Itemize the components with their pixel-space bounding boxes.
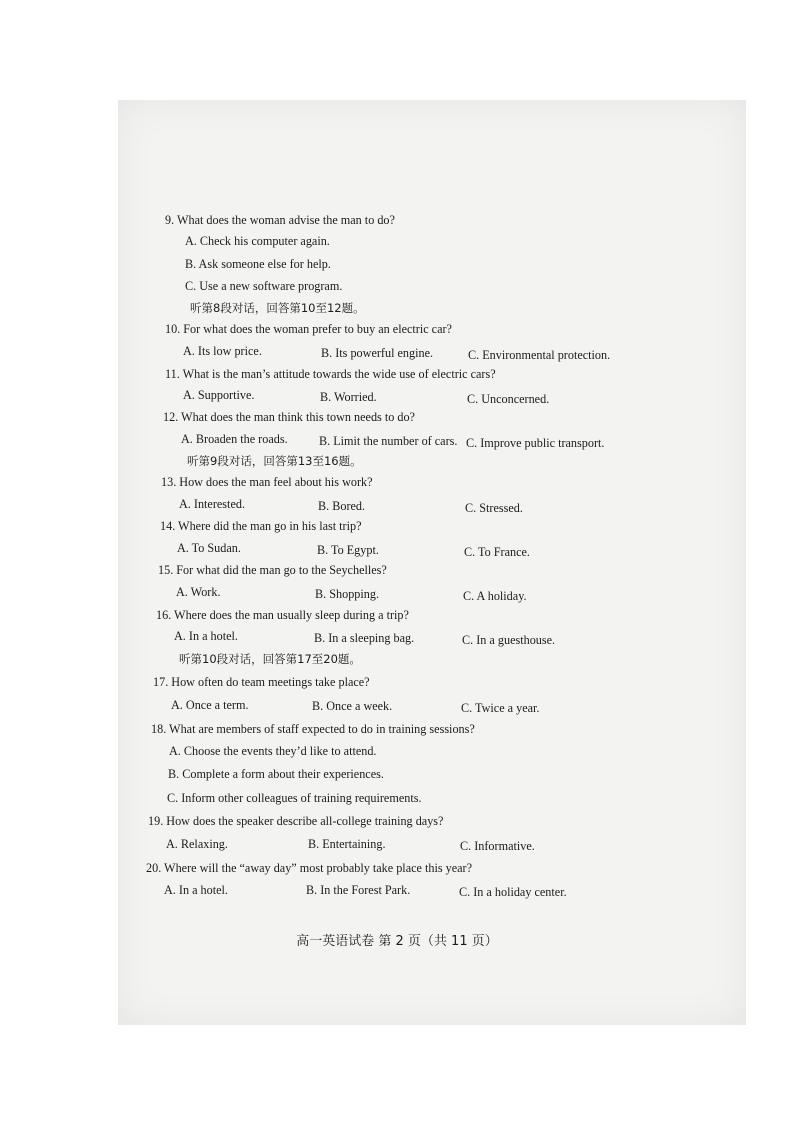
question-11-option-b: B. Worried.: [320, 390, 377, 404]
question-13-option-b: B. Bored.: [318, 499, 366, 513]
question-15-option-a: A. Work.: [176, 585, 221, 599]
question-20-option-c: C. In a holiday center.: [459, 885, 567, 899]
question-19-option-a: A. Relaxing.: [166, 837, 228, 851]
page-footer: 高一英语试卷 第 2 页（共 11 页）: [296, 934, 498, 949]
question-18-option-b: B. Complete a form about their experiences.: [168, 767, 384, 781]
question-15-option-b: B. Shopping.: [315, 587, 379, 601]
question-12-option-c: C. Improve public transport.: [466, 436, 605, 450]
question-13-option-c: C. Stressed.: [465, 501, 523, 515]
question-12-stem: 12. What does the man think this town needs to do?: [163, 410, 415, 424]
question-16-option-c: C. In a guesthouse.: [462, 633, 556, 647]
question-12-option-b: B. Limit the number of cars.: [319, 434, 458, 448]
question-9-option-a: A. Check his computer again.: [185, 234, 330, 248]
question-15-stem: 15. For what did the man go to the Seychelles?: [158, 563, 387, 577]
question-10-option-c: C. Environmental protection.: [468, 348, 611, 362]
question-20-option-b: B. In the Forest Park.: [306, 883, 411, 897]
question-19-option-c: C. Informative.: [460, 839, 535, 853]
instruction-section-8: 听第8段对话，回答第10至12题。: [190, 301, 365, 315]
question-14-stem: 14. Where did the man go in his last trip?: [160, 519, 362, 533]
question-18-stem: 18. What are members of staff expected to do in training sessions?: [151, 722, 475, 736]
question-11-option-a: A. Supportive.: [183, 388, 255, 402]
question-13-stem: 13. How does the man feel about his work?: [161, 475, 373, 489]
question-14-option-b: B. To Egypt.: [317, 543, 379, 557]
question-17-option-a: A. Once a term.: [171, 698, 249, 712]
question-18-option-a: A. Choose the events they’d like to attend.: [169, 744, 377, 758]
question-19-stem: 19. How does the speaker describe all-college training days?: [148, 814, 444, 828]
question-9-stem: 9. What does the woman advise the man to do?: [165, 213, 395, 227]
question-14-option-a: A. To Sudan.: [177, 541, 241, 555]
instruction-section-9: 听第9段对话，回答第13至16题。: [187, 454, 362, 468]
question-17-option-b: B. Once a week.: [312, 699, 393, 713]
question-11-option-c: C. Unconcerned.: [467, 392, 550, 406]
question-10-option-a: A. Its low price.: [183, 344, 262, 358]
question-15-option-c: C. A holiday.: [463, 589, 527, 603]
question-13-option-a: A. Interested.: [179, 497, 245, 511]
question-9-option-b: B. Ask someone else for help.: [185, 257, 331, 271]
question-19-option-b: B. Entertaining.: [308, 837, 386, 851]
question-12-option-a: A. Broaden the roads.: [181, 432, 288, 446]
question-11-stem: 11. What is the man’s attitude towards the wide use of electric cars?: [165, 367, 496, 381]
question-18-option-c: C. Inform other colleagues of training requirements.: [167, 791, 422, 805]
question-20-option-a: A. In a hotel.: [164, 883, 228, 897]
question-14-option-c: C. To France.: [464, 545, 530, 559]
question-16-option-b: B. In a sleeping bag.: [314, 631, 415, 645]
instruction-section-10: 听第10段对话，回答第17至20题。: [179, 652, 361, 666]
question-16-option-a: A. In a hotel.: [174, 629, 238, 643]
question-10-option-b: B. Its powerful engine.: [321, 346, 434, 360]
question-17-option-c: C. Twice a year.: [461, 701, 540, 715]
question-9-option-c: C. Use a new software program.: [185, 279, 343, 293]
question-10-stem: 10. For what does the woman prefer to buy an electric car?: [165, 322, 452, 336]
question-17-stem: 17. How often do team meetings take place?: [153, 675, 370, 689]
question-16-stem: 16. Where does the man usually sleep during a trip?: [156, 608, 409, 622]
question-20-stem: 20. Where will the “away day” most probably take place this year?: [146, 861, 473, 875]
